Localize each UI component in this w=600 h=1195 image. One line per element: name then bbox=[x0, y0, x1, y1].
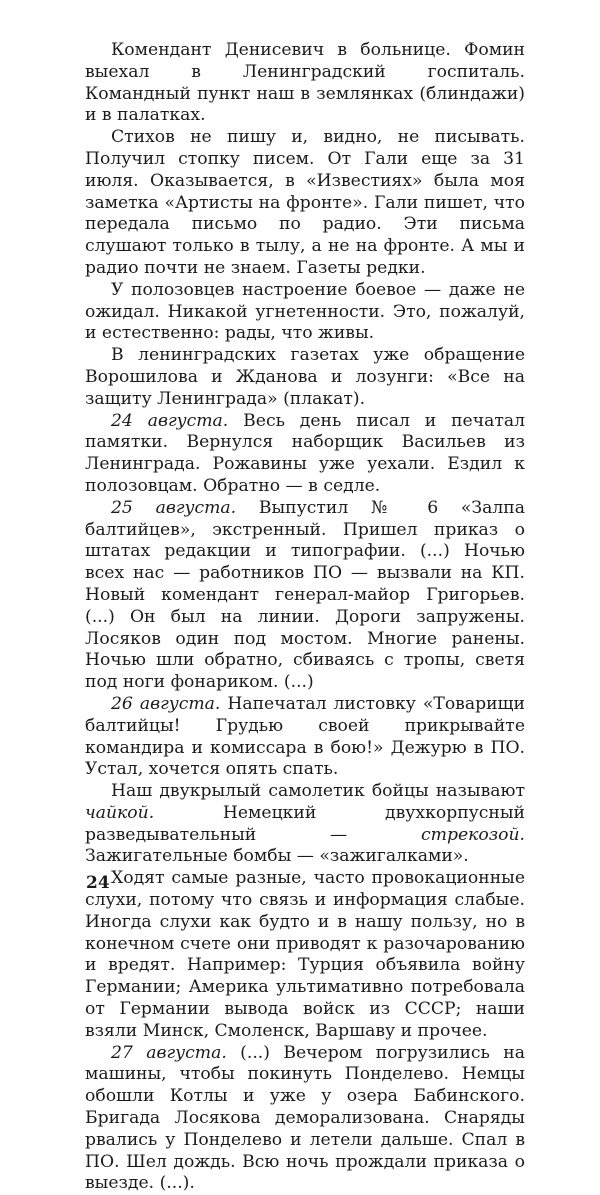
italic-text: 24 августа. bbox=[111, 410, 229, 431]
text-run: Наш двукрылый самолетик бойцы называют bbox=[111, 781, 525, 802]
paragraph bbox=[85, 1043, 525, 1195]
text-run: Весь день писал и печатал памятки. Вернулся наборщик Васильев из Ленинграда. Рожавины уже уехали. Ездил к полозовцам. Обратно — в седле. bbox=[85, 410, 525, 496]
text-run: Напечатал листовку «Товарищи балтийцы! Грудью своей прикрывайте командира и комиссара в бою!» Дежурю в ПО. Устал, хочется опять спать. bbox=[85, 693, 525, 780]
page-text bbox=[85, 40, 525, 1195]
italic-text: 27 августа. bbox=[111, 1042, 227, 1063]
paragraph bbox=[85, 868, 525, 1042]
paragraph bbox=[85, 781, 525, 868]
text-run: (...) Вечером погрузились на машины, чтобы покинуть Понделево. Немцы обошли Котлы и уже у озера Бабинского. Бригада Лосякова деморализована. Снаряды рвались у Понделево и летели дальше. Спал в ПО. Шел дождь. Всю ночь прождали приказа о выезде. (...). bbox=[85, 1042, 525, 1194]
paragraph bbox=[85, 498, 525, 694]
paragraph bbox=[85, 40, 525, 127]
italic-text: стрекозой. bbox=[421, 824, 525, 845]
text-run: Зажигательные бомбы — «зажигалками». bbox=[85, 846, 469, 867]
paragraph bbox=[85, 694, 525, 781]
text-run: Выпустил № 6 «Залпа балтийцев», экстренный. Пришел приказ о штатах редакции и типографии. (...) Ночью всех нас — работников ПО — вызвали на КП. Новый комендант генерал-майор Григорьев. (...) Он был на линии. Дороги запружены. Лосяков один под мостом. Многие ранены. Ночью шли обратно, сбиваясь с тропы, светя под ноги фонариком. (...) bbox=[85, 497, 525, 693]
italic-text: 26 августа. bbox=[111, 693, 221, 714]
text-run: В ленинградских газетах уже обращение Ворошилова и Жданова и лозунги: «Все на защиту Ленинграда» (плакат). bbox=[85, 345, 525, 409]
page-number: 24 bbox=[86, 873, 110, 893]
paragraph bbox=[85, 127, 525, 280]
text-run: Ходят самые разные, часто провокационные слухи, потому что связь и информация слабые. Иногда слухи как будто и в нашу пользу, но в конечном счете они приводят к разочарованию и вредят. Например: Турция объявила войну Германии; Америка ультимативно потребовала от Германии вывода войск из СССР; наши взяли Минск, Смоленск, Варшаву и прочее. bbox=[85, 868, 525, 1041]
paragraph bbox=[85, 345, 525, 410]
text-run: У полозовцев настроение боевое — даже не ожидал. Никакой угнетенности. Это, пожалуй, и естественно: рады, что живы. bbox=[85, 279, 525, 344]
text-run: Немецкий двухкорпусный разведывательный — bbox=[85, 802, 525, 845]
italic-text: чайкой. bbox=[85, 802, 155, 823]
paragraph bbox=[85, 280, 525, 345]
italic-text: 25 августа. bbox=[111, 497, 237, 518]
text-run: Стихов не пишу и, видно, не писывать. Получил стопку писем. От Гали еще за 31 июля. Оказывается, в «Известиях» была моя заметка «Артисты на фронте». Гали пишет, что передала письмо по радио. Эти письма слушают только в тылу, а не на фронте. А мы и радио почти не знаем. Газеты редки. bbox=[85, 127, 525, 278]
text-run: Комендант Денисевич в больнице. Фомин выехал в Ленинградский госпиталь. Командный пункт наш в землянках (блиндажи) и в палатках. bbox=[85, 40, 525, 126]
paragraph bbox=[85, 411, 525, 498]
